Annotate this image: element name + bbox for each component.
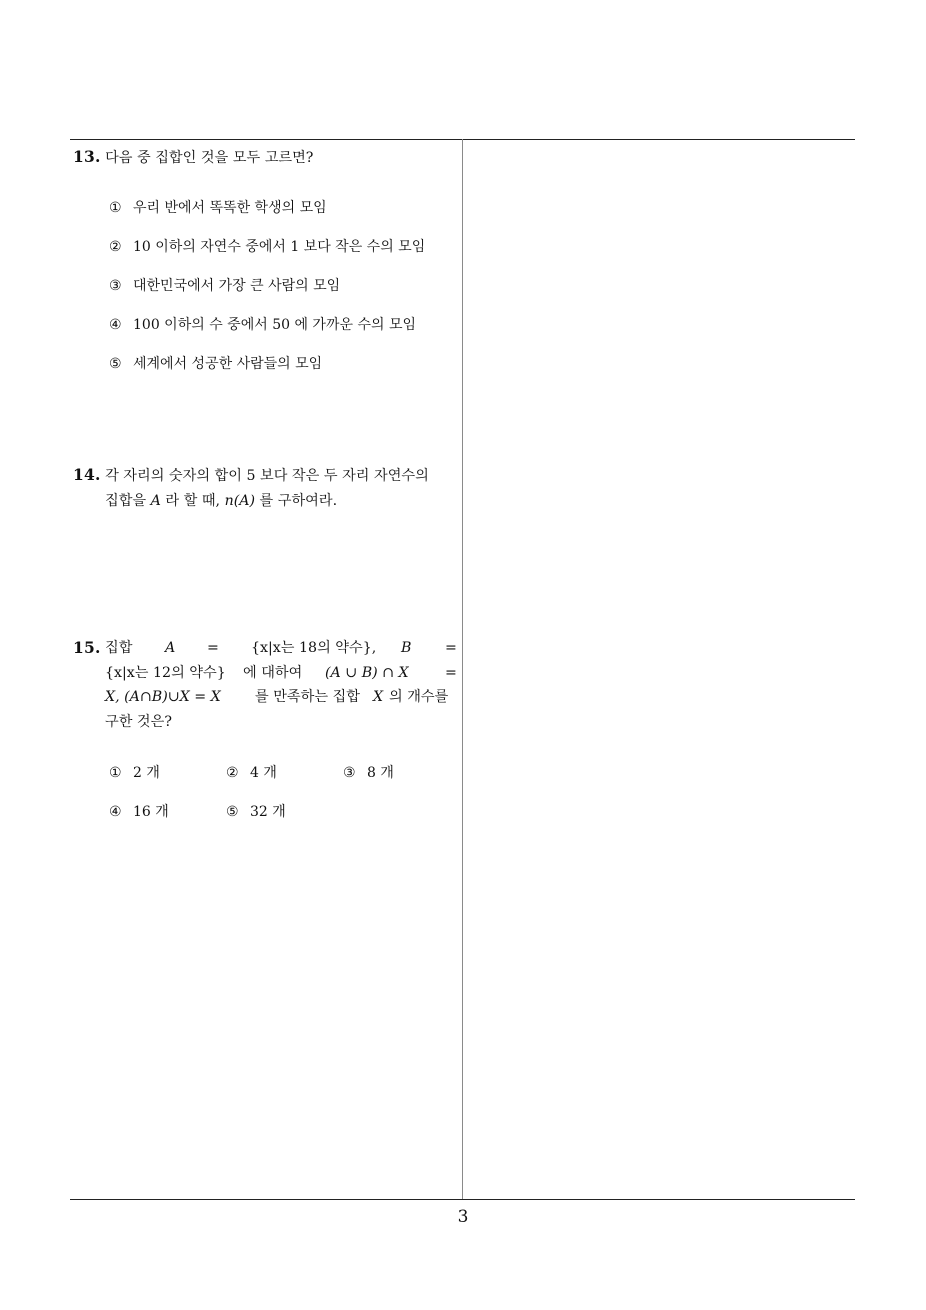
question-text-line1: 각 자리의 숫자의 합이 5 보다 작은 두 자리 자연수의 <box>105 468 429 484</box>
math-equals: = <box>207 640 219 656</box>
option-text: 100 이하의 수 중에서 50 에 가까운 수의 모임 <box>133 317 416 333</box>
question-text: 를 구하여라. <box>255 492 338 509</box>
math-var-b: B <box>401 640 412 656</box>
math-set-b: {x|x는 12의 약수} <box>105 664 226 681</box>
option-3[interactable] <box>343 762 394 782</box>
question-text: 다음 중 집합인 것을 모두 고르면? <box>105 150 314 166</box>
option-marker: ③ <box>343 765 356 781</box>
option-text: 세계에서 성공한 사람들의 모임 <box>133 356 323 372</box>
option-4[interactable] <box>109 314 416 334</box>
math-equals: = <box>445 664 457 681</box>
option-marker: ④ <box>109 317 122 333</box>
option-marker: ① <box>109 765 122 781</box>
page-number: 3 <box>457 1207 469 1227</box>
option-text: 우리 반에서 똑똑한 학생의 모임 <box>133 200 327 216</box>
option-marker: ⑤ <box>226 804 239 820</box>
option-marker: ② <box>226 765 239 781</box>
question-14-stem <box>73 463 457 513</box>
question-text: 를 만족하는 집합 <box>255 689 360 705</box>
question-13-stem <box>73 145 457 171</box>
option-text: 2 개 <box>133 765 160 781</box>
option-2[interactable] <box>109 236 425 256</box>
question-number: 15. <box>73 638 101 657</box>
option-text: 4 개 <box>250 765 277 781</box>
option-text: 16 개 <box>133 804 169 820</box>
bottom-rule <box>70 1199 855 1200</box>
question-15-line3 <box>73 685 457 710</box>
option-text: 32 개 <box>250 804 286 820</box>
math-var-a: A <box>165 640 176 656</box>
option-3[interactable] <box>109 275 340 295</box>
question-text: 구한 것은? <box>105 713 172 730</box>
option-text: 대한민국에서 가장 큰 사람의 모임 <box>133 278 341 294</box>
question-text: 집합 <box>105 640 133 656</box>
column-divider <box>462 139 463 1199</box>
question-15-line2 <box>73 661 457 686</box>
option-marker: ③ <box>109 278 122 294</box>
math-equals: = <box>445 640 457 656</box>
question-14 <box>73 463 457 513</box>
option-5[interactable] <box>226 801 286 821</box>
math-var-x: X <box>373 689 384 705</box>
question-15-line4 <box>73 710 457 735</box>
math-set-a: {x|x는 18의 약수}, <box>251 640 377 656</box>
option-marker: ⑤ <box>109 356 122 372</box>
math-expression: X, (A∩B)∪X = X <box>105 689 221 705</box>
option-1[interactable] <box>109 197 327 217</box>
option-4[interactable] <box>109 801 169 821</box>
question-15 <box>73 636 457 734</box>
option-marker: ④ <box>109 804 122 820</box>
option-5[interactable] <box>109 353 322 373</box>
math-var-a: A <box>150 492 161 509</box>
question-number: 13. <box>73 147 101 166</box>
question-number: 14. <box>73 465 101 484</box>
option-1[interactable] <box>109 762 160 782</box>
question-text: 집합을 <box>105 492 151 509</box>
question-text: 에 대하여 <box>243 664 303 681</box>
math-expression: (A ∪ B) ∩ X <box>325 664 409 681</box>
option-2[interactable] <box>226 762 277 782</box>
question-15-line1 <box>73 636 457 661</box>
option-text: 8 개 <box>367 765 394 781</box>
math-n-of-a: n(A) <box>224 492 256 509</box>
question-text: 의 개수를 <box>389 689 449 705</box>
option-marker: ② <box>109 239 122 255</box>
option-text: 10 이하의 자연수 중에서 1 보다 작은 수의 모임 <box>133 239 426 255</box>
question-13 <box>73 145 457 171</box>
question-text: 라 할 때, <box>160 492 225 509</box>
option-marker: ① <box>109 200 122 216</box>
